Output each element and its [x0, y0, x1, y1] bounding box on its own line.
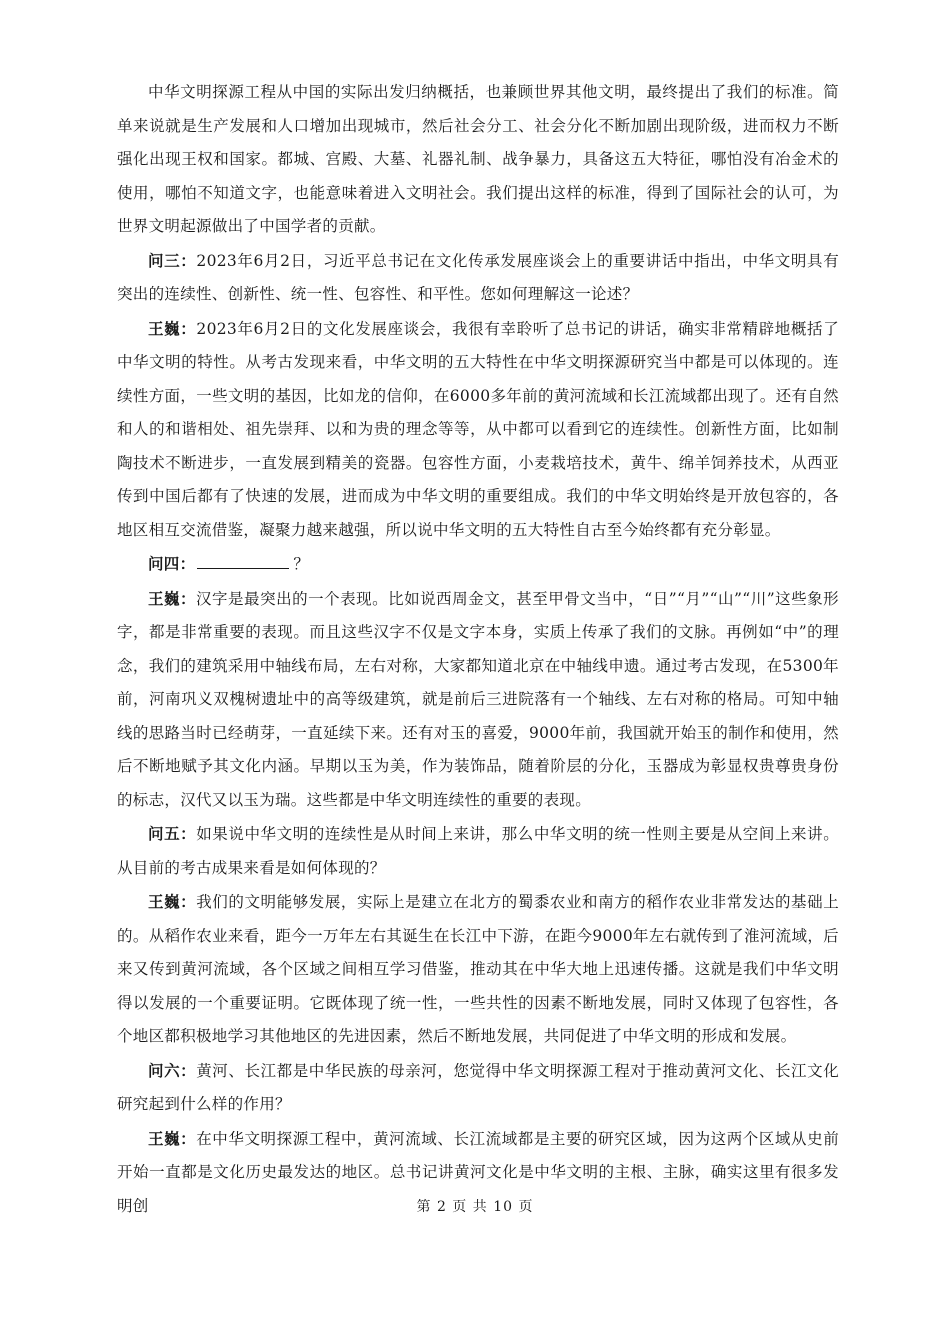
paragraph-question-3	[117, 244, 839, 312]
speaker-label: 问三：	[148, 250, 197, 270]
speaker-label: 王巍：	[148, 588, 197, 608]
paragraph-text: 2023年6月2日，习近平总书记在文化传承发展座谈会上的重要讲话中指出，中华文明具有突出的连续性、创新性、统一性、包容性、和平性。您如何理解这一论述？	[117, 251, 839, 303]
document-body	[117, 76, 839, 1223]
paragraph-text: 我们的文明能够发展，实际上是建立在北方的蜀黍农业和南方的稻作农业非常发达的基础上的。从稻作农业来看，距今一万年左右其诞生在长江中下游，在距今9000年左右就传到了淮河流域，后来又传到黄河流域，各个区域之间相互学习借鉴，推动其在中华大地上迅速传播。这就是我们中华文明得以发展的一个重要证明。它既体现了统一性，一些共性的因素不断地发展，同时又体现了包容性，各个地区都积极地学习其他地区的先进因素，然后不断地发展，共同促进了中华文明的形成和发展。	[117, 893, 839, 1045]
paragraph-answer-3	[117, 312, 839, 548]
speaker-label: 王巍：	[148, 892, 197, 911]
speaker-label: 问六：	[148, 1060, 197, 1080]
paragraph-text: 中华文明探源工程从中国的实际出发归纳概括，也兼顾世界其他文明，最终提出了我们的标准。简单来说就是生产发展和人口增加出现城市，然后社会分工、社会分化不断加剧出现阶级，进而权力不断强化出现王权和国家。都城、宫殿、大墓、礼器礼制、战争暴力，具备这五大特征，哪怕没有冶金术的使用，哪怕不知道文字，也能意味着进入文明社会。我们提出这样的标准，得到了国际社会的认可，为世界文明起源做出了中国学者的贡献。	[117, 83, 839, 235]
paragraph-text: 如果说中华文明的连续性是从时间上来讲，那么中华文明的统一性则主要是从空间上来讲。从目前的考古成果来看是如何体现的？	[117, 825, 839, 877]
paragraph-answer-5	[117, 885, 839, 1054]
paragraph-question-4	[117, 547, 839, 582]
speaker-label: 王巍：	[148, 1128, 197, 1148]
page-number: 第 2 页 共 10 页	[416, 1199, 534, 1215]
paragraph-text: 2023年6月2日的文化发展座谈会，我很有幸聆听了总书记的讲话，确实非常精辟地概括了中华文明的特性。从考古发现来看，中华文明的五大特性在中华文明探源研究当中都是可以体现的。连续性方面，一些文明的基因，比如龙的信仰，在6000多年前的黄河流域和长江流域都出现了。还有自然和人的和谐相处、祖先崇拜、以和为贵的理念等等，从中都可以看到它的连续性。创新性方面，比如制陶技术不断进步，一直发展到精美的瓷器。包容性方面，小麦栽培技术，黄牛、绵羊饲养技术，从西亚传到中国后都有了快速的发展，进而成为中华文明的重要组成。我们的中华文明始终是开放包容的，各地区相互交流借鉴，凝聚力越来越强，所以说中华文明的五大特性自古至今始终都有充分彰显。	[117, 319, 839, 539]
speaker-label: 问四：	[148, 554, 196, 573]
paragraph-text: 汉字是最突出的一个表现。比如说西周金文，甚至甲骨文当中，“日”“月”“山”“川”这些象形字，都是非常重要的表现。而且这些汉字不仅是文字本身，实质上传承了我们的文脉。再例如“中”的理念，我们的建筑采用中轴线布局，左右对称，大家都知道北京在中轴线申遗。通过考古发现，在5300年前，河南巩义双槐树遗址中的高等级建筑，就是前后三进院落有一个轴线、左右对称的格局。可知中轴线的思路当时已经萌芽，一直延续下来。还有对玉的喜爱，9000年前，我国就开始玉的制作和使用，然后不断地赋予其文化内涵。早期以玉为美，作为装饰品，随着阶层的分化，玉器成为彰显权贵尊贵身份的标志，汉代又以玉为瑞。这些都是中华文明连续性的重要的表现。	[117, 589, 839, 809]
paragraph-text: 黄河、长江都是中华民族的母亲河，您觉得中华文明探源工程对于推动黄河文化、长江文化研究起到什么样的作用？	[117, 1061, 839, 1113]
speaker-label: 王巍：	[148, 318, 197, 338]
fill-in-blank[interactable]	[197, 550, 289, 569]
paragraph-question-5	[117, 817, 839, 885]
paragraph-question-6	[117, 1054, 839, 1122]
paragraph-text: ？	[293, 555, 310, 573]
speaker-label: 问五：	[148, 824, 197, 843]
paragraph-text: 在中华文明探源工程中，黄河流域、长江流域都是主要的研究区域，因为这两个区域从史前开始一直都是文化历史最发达的地区。总书记讲黄河文化是中华文明的主根、主脉，确实这里有很多发明创	[117, 1129, 839, 1215]
paragraph-intro	[117, 76, 839, 244]
paragraph-answer-4	[117, 582, 839, 818]
